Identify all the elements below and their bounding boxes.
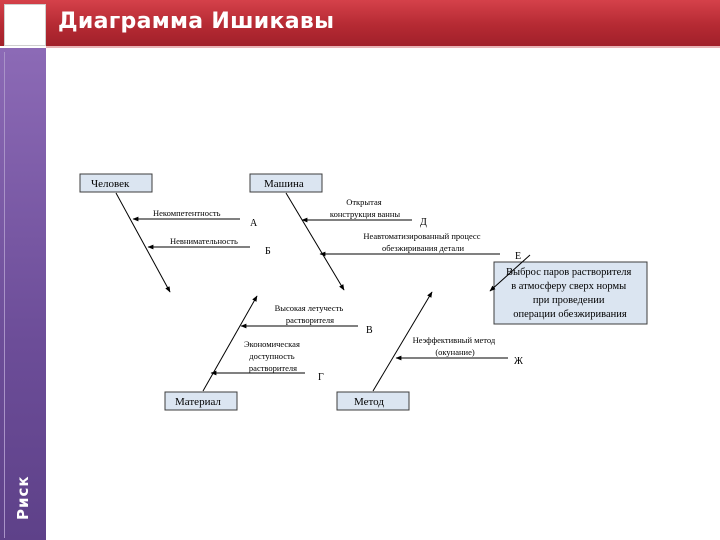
bone-machine <box>286 193 344 290</box>
category-box-machine <box>250 174 322 192</box>
svg-text:Неавтоматизированный процесс <box>363 231 482 253</box>
cause-e-label-1: Неавтоматизированный процесс <box>363 231 481 241</box>
cause-g-label-2: доступность <box>249 351 295 361</box>
cause-b <box>148 236 271 257</box>
category-box-material <box>165 392 237 410</box>
cause-d <box>302 197 427 228</box>
cause-v-label-2: растворителя <box>285 315 335 325</box>
cause-e-label-2: обезжиривания детали <box>381 243 465 253</box>
cause-zh <box>396 335 523 367</box>
cause-zh-label-2: (окунание) <box>435 347 475 357</box>
cause-g-label-3: растворителя <box>248 363 298 373</box>
sidebar-label: Риск <box>14 475 32 520</box>
svg-text:Неэффективный метод (оку <box>413 335 498 357</box>
cause-v-label-1: Высокая летучесть <box>274 303 344 313</box>
category-label-machine: Машина <box>264 178 304 190</box>
category-box-method <box>337 392 409 410</box>
cause-d-label-2: конструкция ванны <box>329 209 401 219</box>
effect-line-3: при проведении <box>532 295 605 306</box>
cause-zh-letter: Ж <box>514 356 523 367</box>
cause-g-letter: Г <box>318 372 324 383</box>
effect-line-2: в атмосферу сверх нормы <box>511 281 627 292</box>
cause-a-label: Некомпетентность <box>153 208 221 218</box>
cause-zh-label-1: Неэффективный метод <box>412 335 496 345</box>
category-box-human <box>80 174 152 192</box>
cause-a <box>133 208 258 229</box>
cause-e-letter: Е <box>515 251 522 262</box>
page-title: Диаграмма Ишикавы <box>58 9 335 34</box>
effect-line-1: Выброс паров растворителя <box>506 267 632 278</box>
category-label-human: Человек <box>91 178 130 190</box>
cause-d-label-1: Открытая <box>346 197 382 207</box>
svg-text:Высокая летучесть раство <box>275 303 346 325</box>
category-label-method: Метод <box>354 396 384 408</box>
cause-g <box>211 339 324 383</box>
cause-v <box>241 303 373 336</box>
cause-v-letter: В <box>366 325 373 336</box>
svg-text:Открытая конструкция ван <box>330 197 401 219</box>
effect-line-4: операции обезжиривания <box>513 309 627 320</box>
cause-e <box>320 231 521 262</box>
cause-b-letter: Б <box>265 246 271 257</box>
cause-b-label: Невнимательность <box>170 236 238 246</box>
effect-box <box>494 262 647 324</box>
cause-d-letter: Д <box>420 217 427 228</box>
cause-a-letter: А <box>250 218 258 229</box>
category-label-material: Материал <box>175 396 221 408</box>
cause-g-label-1: Экономическая <box>244 339 300 349</box>
svg-text:Экономическая доступност <box>244 339 302 373</box>
